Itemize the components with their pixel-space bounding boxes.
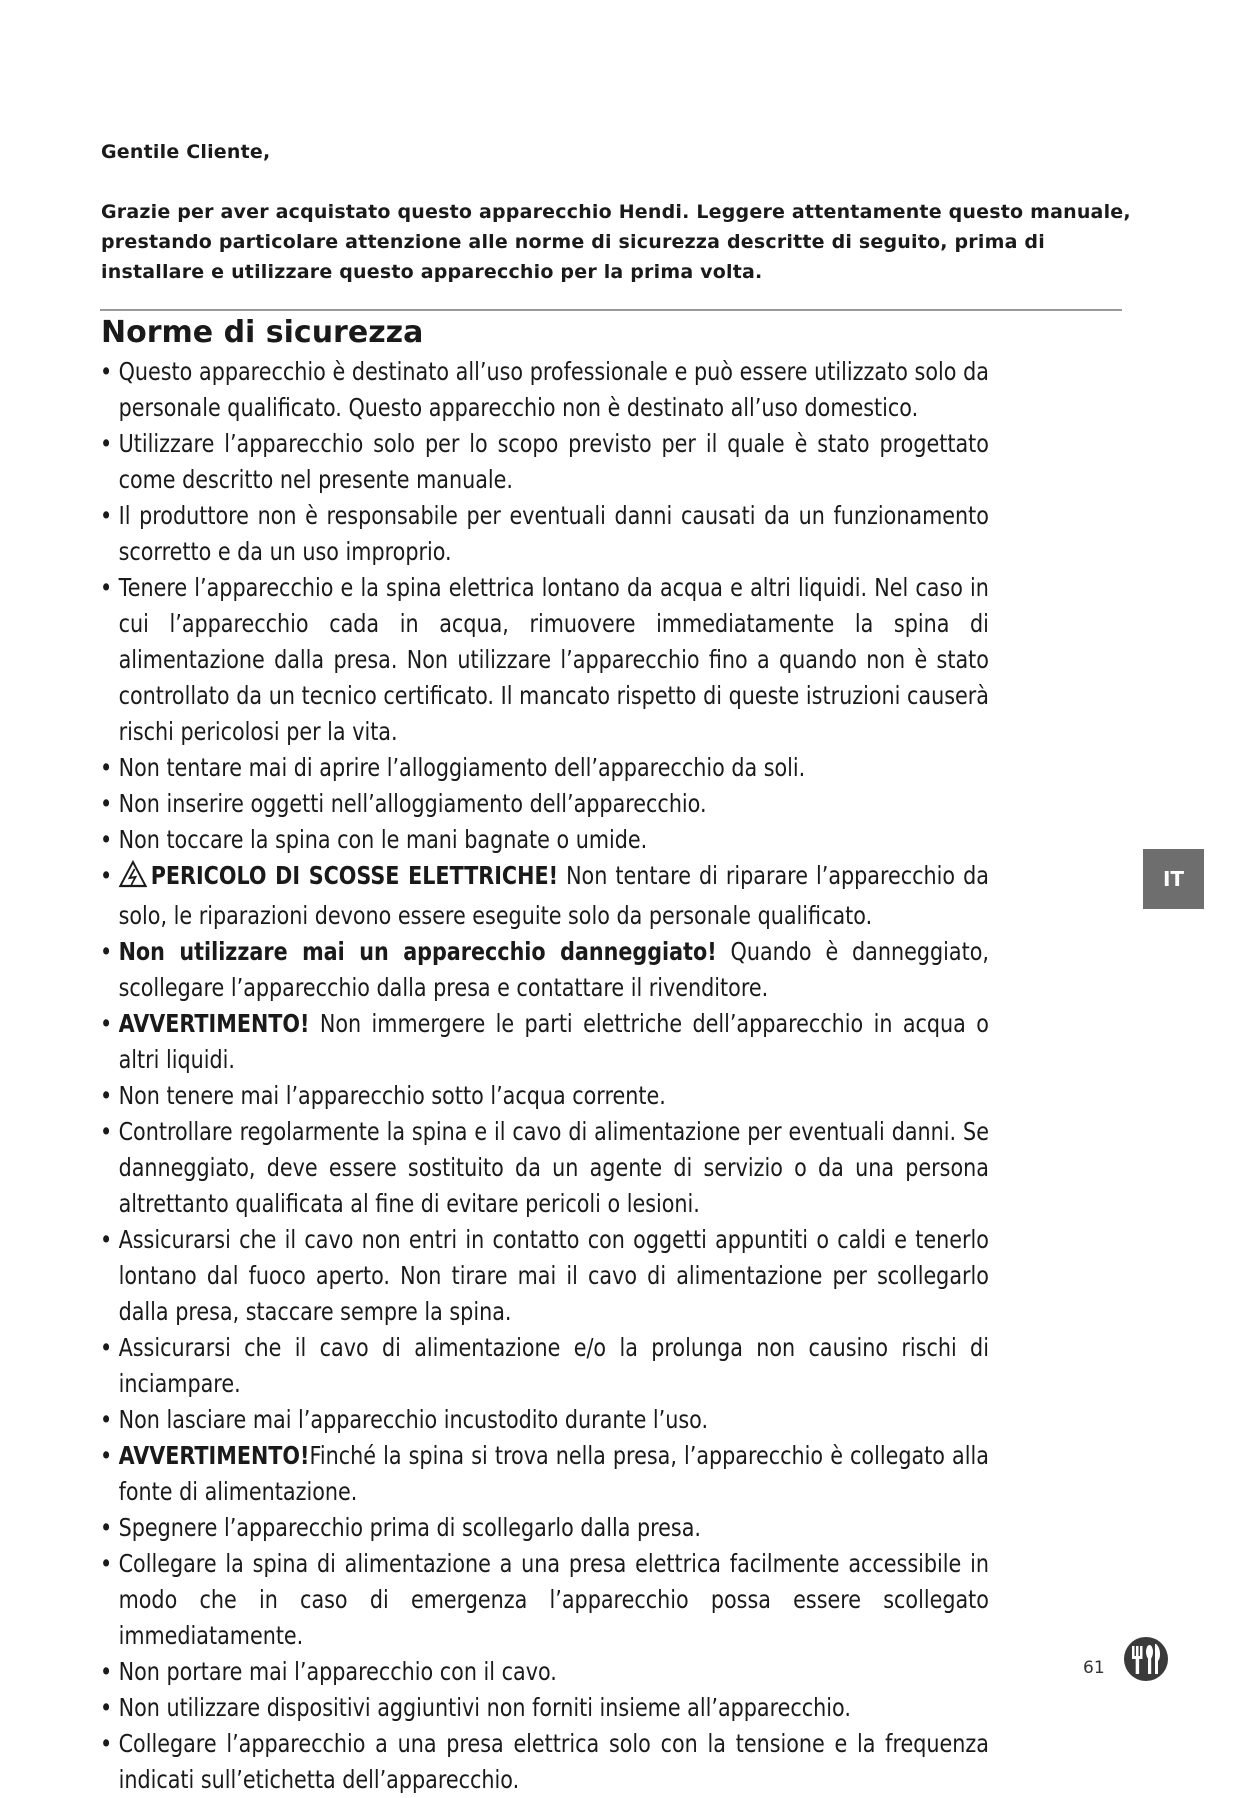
list-item (100, 354, 989, 426)
item-text: Non tentare mai di aprire l’alloggiamento dell’apparecchio da soli. (118, 753, 806, 782)
list-item (100, 822, 989, 858)
list-item (100, 1690, 989, 1726)
item-text: Collegare la spina di alimentazione a una presa elettrica facilmente accessibile in modo che in caso di emergenza l’apparecchio possa essere scollegato immediatamente. (118, 1549, 989, 1650)
item-text: Utilizzare l’apparecchio solo per lo scopo previsto per il quale è stato progettato come descritto nel presente manuale. (118, 429, 989, 494)
electric-warning-icon (119, 860, 148, 898)
item-text: Collegare l’apparecchio a una presa elettrica solo con la tensione e la frequenza indicati sull’etichetta dell’apparecchio. (118, 1729, 989, 1794)
list-item (100, 786, 989, 822)
language-tab: IT (1143, 849, 1204, 909)
list-item (100, 426, 989, 498)
list-item (100, 1078, 989, 1114)
item-text: Quando è danneggiato, scollegare l’apparecchio dalla presa e contattare il rivenditore. (118, 937, 989, 1002)
item-text: Assicurarsi che il cavo di alimentazione e/o la prolunga non causino rischi di inciampare. (118, 1333, 989, 1398)
list-item (100, 1222, 989, 1330)
item-text: Finché la spina si trova nella presa, l’apparecchio è collegato alla fonte di alimentazione. (118, 1441, 989, 1506)
item-text: Spegnere l’apparecchio prima di scollegarlo dalla presa. (118, 1513, 701, 1542)
intro-paragraph: Grazie per aver acquistato questo apparecchio Hendi. Leggere attentamente questo manuale, prestando particolare attenzione alle norme di sicurezza descritte di seguito, prima di installare e utilizzare questo apparecchio per la prima volta. (101, 201, 1131, 283)
list-item (100, 1330, 989, 1402)
safety-rules-list (100, 354, 989, 1798)
hendi-cutlery-logo-icon (1123, 1636, 1169, 1686)
item-bold: AVVERTIMENTO! (118, 1009, 310, 1038)
list-item (100, 934, 989, 1006)
item-text: Il produttore non è responsabile per eventuali danni causati da un funzionamento scorretto e da un uso improprio. (118, 501, 989, 566)
item-text: Non inserire oggetti nell’alloggiamento dell’apparecchio. (118, 789, 707, 818)
item-bold: AVVERTIMENTO! (118, 1441, 310, 1470)
divider (100, 309, 1122, 311)
item-text: Non tenere mai l’apparecchio sotto l’acqua corrente. (118, 1081, 666, 1110)
item-bold: Non utilizzare mai un apparecchio danneggiato! (118, 937, 717, 966)
item-text: Non immergere le parti elettriche dell’apparecchio in acqua o altri liquidi. (118, 1009, 989, 1074)
item-text: Non portare mai l’apparecchio con il cavo. (118, 1657, 557, 1686)
list-item (100, 1006, 989, 1078)
list-item (100, 1510, 989, 1546)
list-item (100, 1438, 989, 1510)
list-item (100, 1654, 989, 1690)
list-item (100, 1402, 989, 1438)
list-item (100, 570, 989, 750)
item-text: Assicurarsi che il cavo non entri in contatto con oggetti appuntiti o caldi e tenerlo lontano dal fuoco aperto. Non tirare mai il cavo di alimentazione per scollegarlo dalla presa, staccare sempre la spina. (118, 1225, 989, 1326)
item-text: Controllare regolarmente la spina e il cavo di alimentazione per eventuali danni. Se danneggiato, deve essere sostituito da un agente di servizio o da una persona altrettanto qualificata al fine di evitare pericoli o lesioni. (118, 1117, 989, 1218)
list-item (100, 1114, 989, 1222)
item-text: Tenere l’apparecchio e la spina elettrica lontano da acqua e altri liquidi. Nel caso in cui l’apparecchio cada in acqua, rimuovere immediatamente la spina di alimentazione dalla presa. Non utilizzare l’apparecchio fino a quando non è stato controllato da un tecnico certificato. Il mancato rispetto di queste istruzioni causerà rischi pericolosi per la vita. (118, 573, 989, 746)
item-text: Non toccare la spina con le mani bagnate o umide. (118, 825, 648, 854)
list-item (100, 1546, 989, 1654)
item-text: Non tentare di riparare l’apparecchio da solo, le riparazioni devono essere eseguite solo da personale qualificato. (118, 861, 989, 930)
item-text: Non lasciare mai l’apparecchio incustodito durante l’uso. (118, 1405, 709, 1434)
greeting: Gentile Cliente, (101, 141, 271, 163)
list-item (100, 750, 989, 786)
item-text: Non utilizzare dispositivi aggiuntivi non forniti insieme all’apparecchio. (118, 1693, 851, 1722)
list-item (100, 858, 989, 934)
section-title: Norme di sicurezza (101, 315, 424, 350)
item-text: Questo apparecchio è destinato all’uso professionale e può essere utilizzato solo da personale qualificato. Questo apparecchio non è destinato all’uso domestico. (118, 357, 989, 422)
page-number: 61 (1083, 1658, 1105, 1678)
list-item (100, 1726, 989, 1798)
list-item (100, 498, 989, 570)
item-bold: PERICOLO DI SCOSSE ELETTRICHE! (150, 861, 559, 890)
